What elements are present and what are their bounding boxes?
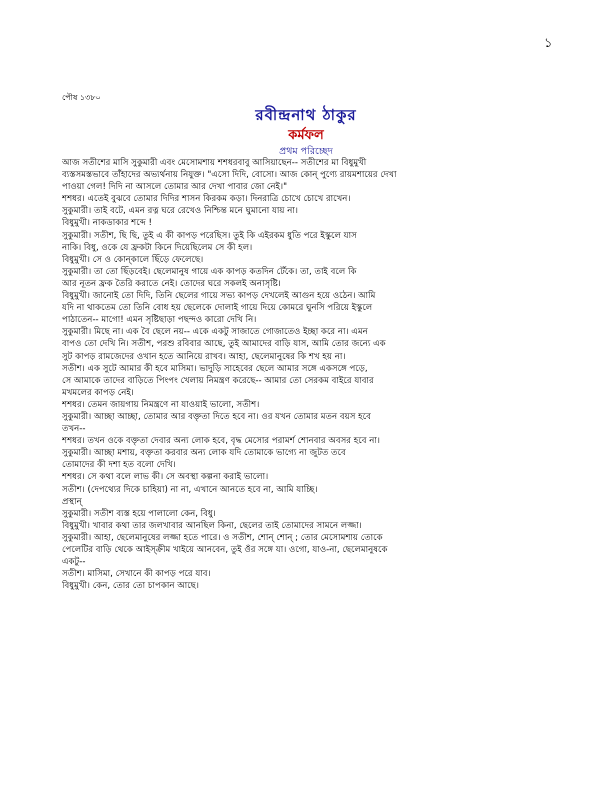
text-line: সে আমাকে তাদের বাড়িতে পিংপং খেলায় নিমন্ত্রণ করেছে-- আমার তো সেরকম বাইরে যাবার [62, 375, 374, 386]
text-line: বিধুমুখী। খাবার কথা তার জলখাবার আনছিল কিনা, ছেলের তাই তোমাদের সামনে লজ্জা। [62, 520, 362, 531]
text-line: একটু-- [62, 557, 86, 568]
text-line: ব্যস্তসমস্তভাবে তাঁহাদের অভ্যর্থনায় নিযুক্ত। "এসো দিদি, বোসো। আজ কোন্‌ পুণ্যে রায়মশায়ের দেখা [62, 170, 397, 181]
text-line: সুকুমারী। আচ্ছা আচ্ছা, তোমার আর বক্তৃতা দিতে হবে না। ওর যখন তোমার মতন বয়স হবে [62, 411, 371, 422]
text-line: শশধর। তেমন জায়গায় নিমন্ত্রণে না যাওয়াই ভালো, সতীশ। [62, 399, 260, 410]
author-heading: রবীন্দ্রনাথ ঠাকুর [255, 106, 357, 124]
text-line: বাপও তো দেখি নি। সতীশ, পরশু রবিবার আছে, তুই আমাদের বাড়ি যাস, আমি তোর জন্যে এক [62, 339, 386, 350]
text-line: শশধর। এতেই বুঝবে তোমার দিদির শাসন কিরকম কড়া। দিনরাত্রি চোখে চোখে রাখেন। [62, 194, 351, 205]
text-line: বিধুমুখী। নাকডাকার শব্দে ! [62, 218, 152, 229]
text-line: মখমলের কাপড় নেই। [62, 387, 134, 398]
work-title: কর্মফল [288, 128, 324, 143]
text-line: পেলেটির বাড়ি থেকে আইস্‌ক্রীম খাইয়ে আনবেন, তুই ওঁর সঙ্গে যা। ওগো, যাও-না, ছেলেমানুষকে [62, 545, 388, 555]
text-line: সুকুমারী। তা তো ছিঁড়বেই। ছেলেমানুষ গায়ে এক কাপড় কতদিন টেঁকে। তা, তাই বলে কি [62, 266, 357, 277]
text-line: আর নূতন ফ্রক তৈরি করাতে নেই। তোদের ঘরে সকলই অনাসৃষ্টি। [62, 278, 281, 289]
text-line: আজ সতীশের মাসি সুকুমারী এবং মেসোমশায় শশধরবাবু আসিয়াছেন-- সতীশের মা বিধুমুখী [62, 158, 367, 168]
text-line: প্রস্থান্‌ [62, 496, 82, 507]
text-line: পাওয়া গেল! দিদি না আসলে তোমার আর দেখা পাবার জো নেই।" [62, 182, 288, 193]
text-line: বিধুমুখী। জানোই তো দিদি, তিনি ছেলের গায়ে সভ্য কাপড় দেখলেই আগুন হয়ে ওঠেন। আমি [62, 291, 376, 302]
text-line: যদি না থাকতেম তো তিনি বোধ হয় ছেলেকে দোলাই গায়ে দিয়ে কোমরে ঘুনসি পরিয়ে ইস্কুলে [62, 303, 373, 314]
text-line: তখন-- [62, 424, 86, 435]
text-line: সুকুমারী। মিছে না। এক বৈ ছেলে নয়-- একে একটু সাজাতে গোজাতেও ইচ্ছা করে না। এমন [62, 327, 368, 338]
text-line: সুট কাপড় রামজেদের ওখান হতে আনিয়ে রাখব। আহা, ছেলেমানুষের কি শখ হয় না। [62, 351, 346, 362]
body-text [62, 157, 552, 592]
text-line: সতীশ। (দেপথ্যের দিকে চাহিয়া) না না, এখানে আনতে হবে না, আমি যাচ্ছি। [62, 484, 318, 495]
text-line: নাকি। বিধু, ওকে যে ফ্রকটা কিনে দিয়েছিলেম সে কী হল। [62, 242, 253, 253]
text-line: সুকুমারী। আহা, ছেলেমানুষের লজ্জা হতে পারে। ও সতীশ, শোন্‌ শোন্‌ ; তোর মেসোমশায় তোকে [62, 532, 383, 543]
text-line: সতীশ। এক সুটে আমার কী হবে মাসিমা। ভাদুড়ি সাহেবের ছেলে আমার সঙ্গে একসঙ্গে পড়ে, [62, 363, 368, 374]
text-line: তোমাদের কী দশা হত বলো দেখি। [62, 460, 176, 471]
text-line: শশধর। তখন ওকে বক্তৃতা দেবার অন্য লোক হবে, বৃদ্ধ মেসোর পরামর্শ শোনবার অবসর হবে না। [62, 436, 380, 447]
page-number: ১ [544, 36, 553, 51]
text-line: বিধুমুখী। সে ও কোন্‌কালে ছিঁড়ে ফেলেছে। [62, 254, 204, 265]
text-line: শশধর। সে কথা বলে লাভ কী। সে অবস্থা কল্পনা করাই ভালো। [62, 472, 269, 483]
date-line: পৌষ ১৩৮০ [62, 93, 101, 102]
text-line: সুকুমারী। তাই বটে, এমন রত্ন ঘরে রেখেও নিশ্চিন্ত মনে ঘুমানো যায় না। [62, 206, 298, 217]
text-line: সুকুমারী। সতীশ, ছি ছি, তুই এ কী কাপড় পরেছিস। তুই কি এইরকম ধুতি পরে ইস্কুলে যাস [62, 230, 357, 241]
text-line: সুকুমারী। আচ্ছা মশায়, বক্তৃতা করবার অন্য লোক যদি তোমাকে ভাগ্যে না জুটত তবে [62, 448, 346, 459]
chapter-heading: প্রথম পরিচ্ছেদ [279, 146, 333, 157]
text-line: বিধুমুখী। কেন, তোর তো চাপকান আছে। [62, 581, 199, 592]
text-line: সুকুমারী। সতীশ ব্যস্ত হয়ে পালালো কেন, বিধু। [62, 508, 216, 519]
text-line: সতীশ। মাসিমা, সেখানে কী কাপড় পরে যাব। [62, 569, 211, 580]
text-line: পাঠাতেন-- মাগো! এমন সৃষ্টিছাড়া পছন্দও কারো দেখি নি। [62, 315, 257, 326]
